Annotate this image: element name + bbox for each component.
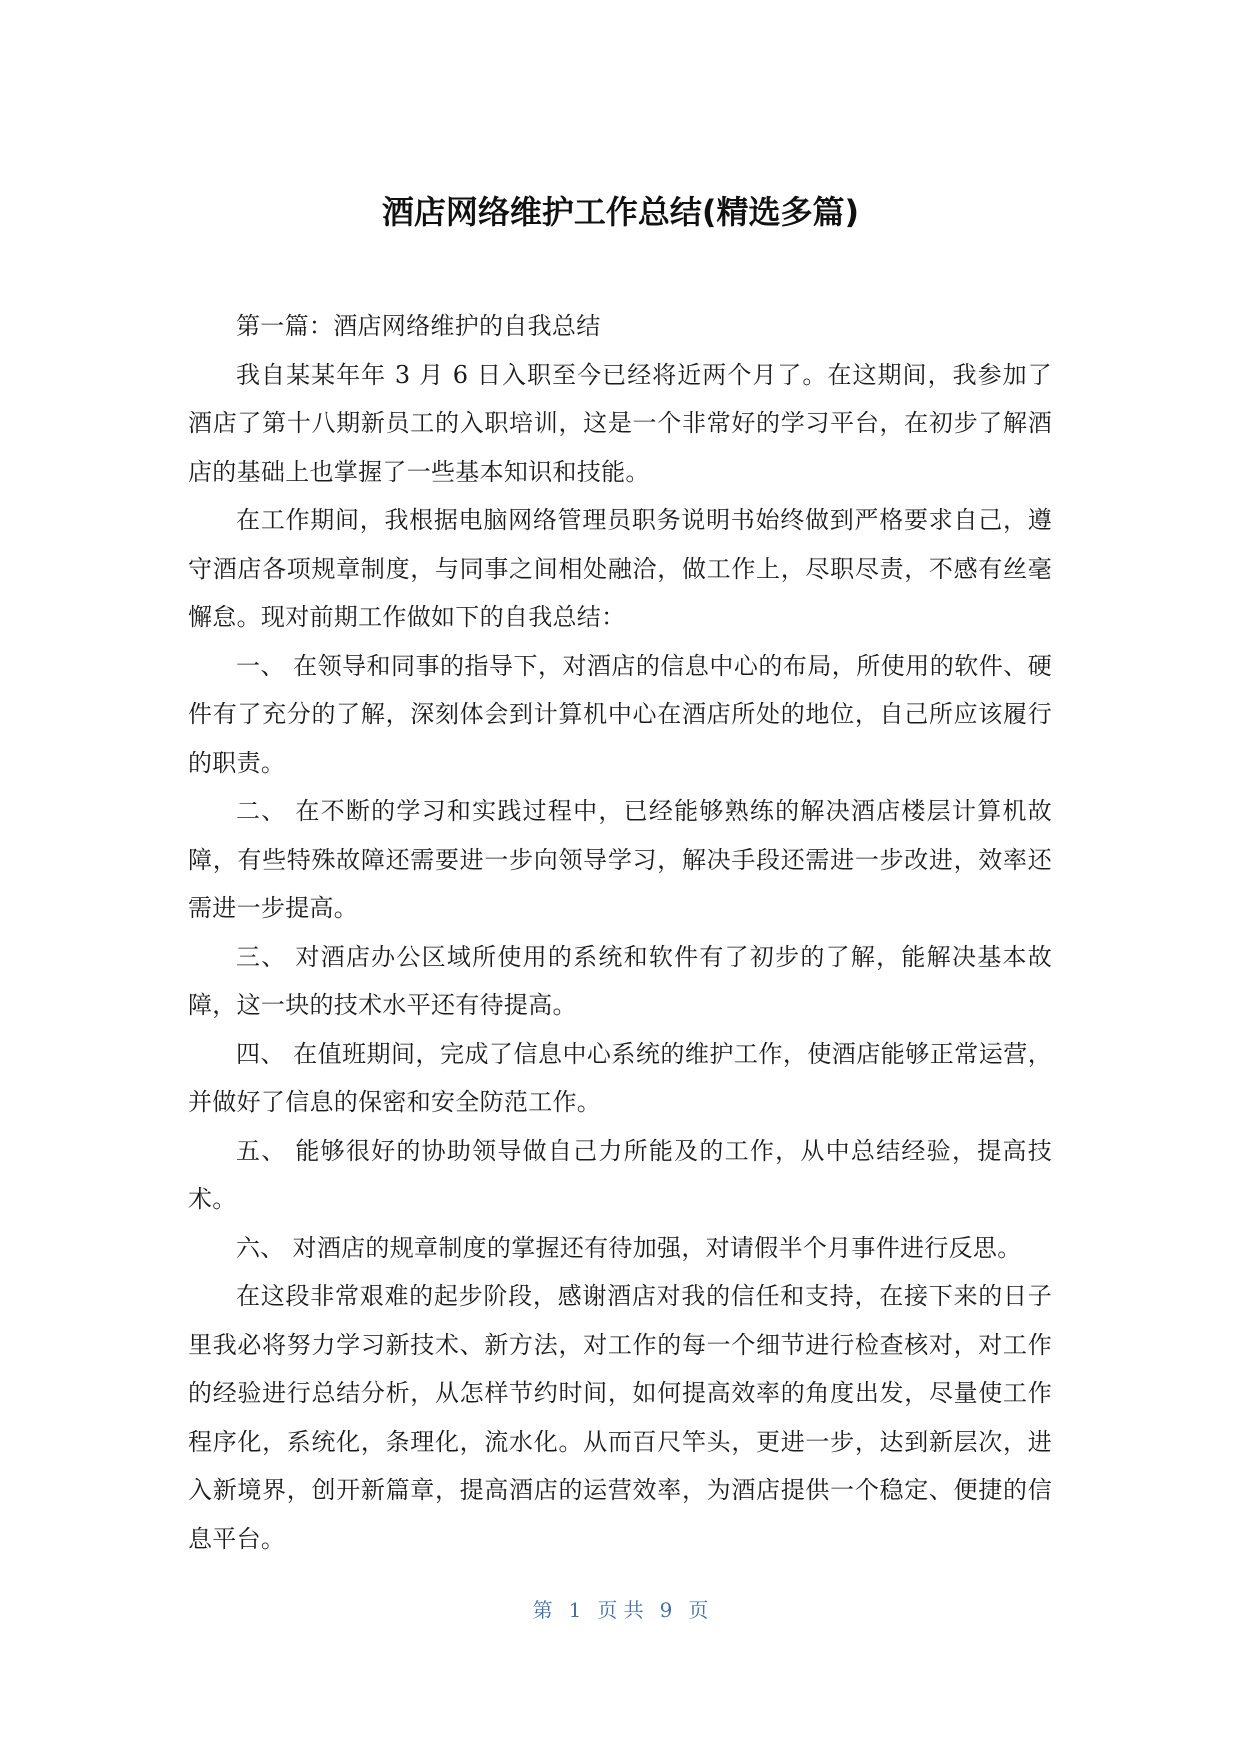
list-item-2: 二、 在不断的学习和实践过程中，已经能够熟练的解决酒店楼层计算机故障，有些特殊故障还需要进一步向领导学习，解决手段还需进一步改进，效率还需进一步提高。 bbox=[188, 797, 1052, 922]
list-item-3: 三、 对酒店办公区域所使用的系统和软件有了初步的了解，能解决基本故障，这一块的技术水平还有待提高。 bbox=[188, 942, 1052, 1019]
footer-prefix: 第 bbox=[532, 1598, 553, 1622]
section-heading: 第一篇：酒店网络维护的自我总结 bbox=[236, 312, 601, 340]
page-footer bbox=[0, 1596, 1241, 1624]
footer-page-number: 1 bbox=[568, 1598, 582, 1622]
document-body bbox=[188, 302, 1052, 1563]
list-item-1: 一、 在领导和同事的指导下，对酒店的信息中心的布局，所使用的软件、硬件有了充分的了解，深刻体会到计算机中心在酒店所处的地位，自己所应该履行的职责。 bbox=[188, 651, 1052, 777]
list-item-5: 五、 能够很好的协助领导做自己力所能及的工作，从中总结经验，提高技术。 bbox=[188, 1136, 1052, 1213]
list-item-4: 四、 在值班期间，完成了信息中心系统的维护工作，使酒店能够正常运营，并做好了信息的保密和安全防范工作。 bbox=[188, 1039, 1052, 1116]
document-title: 酒店网络维护工作总结(精选多篇) bbox=[381, 193, 860, 231]
footer-middle: 页 共 bbox=[597, 1598, 644, 1622]
list-item-6: 六、 对酒店的规章制度的掌握还有待加强，对请假半个月事件进行反思。 bbox=[236, 1233, 1022, 1262]
paragraph-work-period: 在工作期间，我根据电脑网络管理员职务说明书始终做到严格要求自己，遵守酒店各项规章制度，与同事之间相处融洽，做工作上，尽职尽责，不感有丝毫懈怠。现对前期工作做如下的自我总结： bbox=[188, 506, 1052, 631]
paragraph-conclusion: 在这段非常艰难的起步阶段，感谢酒店对我的信任和支持，在接下来的日子里我必将努力学习新技术、新方法，对工作的每一个细节进行检查核对，对工作的经验进行总结分析，从怎样节约时间，如何提高效率的角度出发，尽量使工作程序化，系统化，条理化，流水化。从而百尺竿头，更进一步，达到新层次，进入新境界，创开新篇章，提高酒店的运营效率，为酒店提供一个稳定、便捷的信息平台。 bbox=[188, 1282, 1052, 1553]
footer-total-pages: 9 bbox=[659, 1598, 673, 1622]
footer-suffix: 页 bbox=[688, 1598, 709, 1622]
paragraph-intro: 我自某某年年 3 月 6 日入职至今已经将近两个月了。在这期间，我参加了酒店了第十八期新员工的入职培训，这是一个非常好的学习平台，在初步了解酒店的基础上也掌握了一些基本知识和技能。 bbox=[188, 360, 1052, 486]
